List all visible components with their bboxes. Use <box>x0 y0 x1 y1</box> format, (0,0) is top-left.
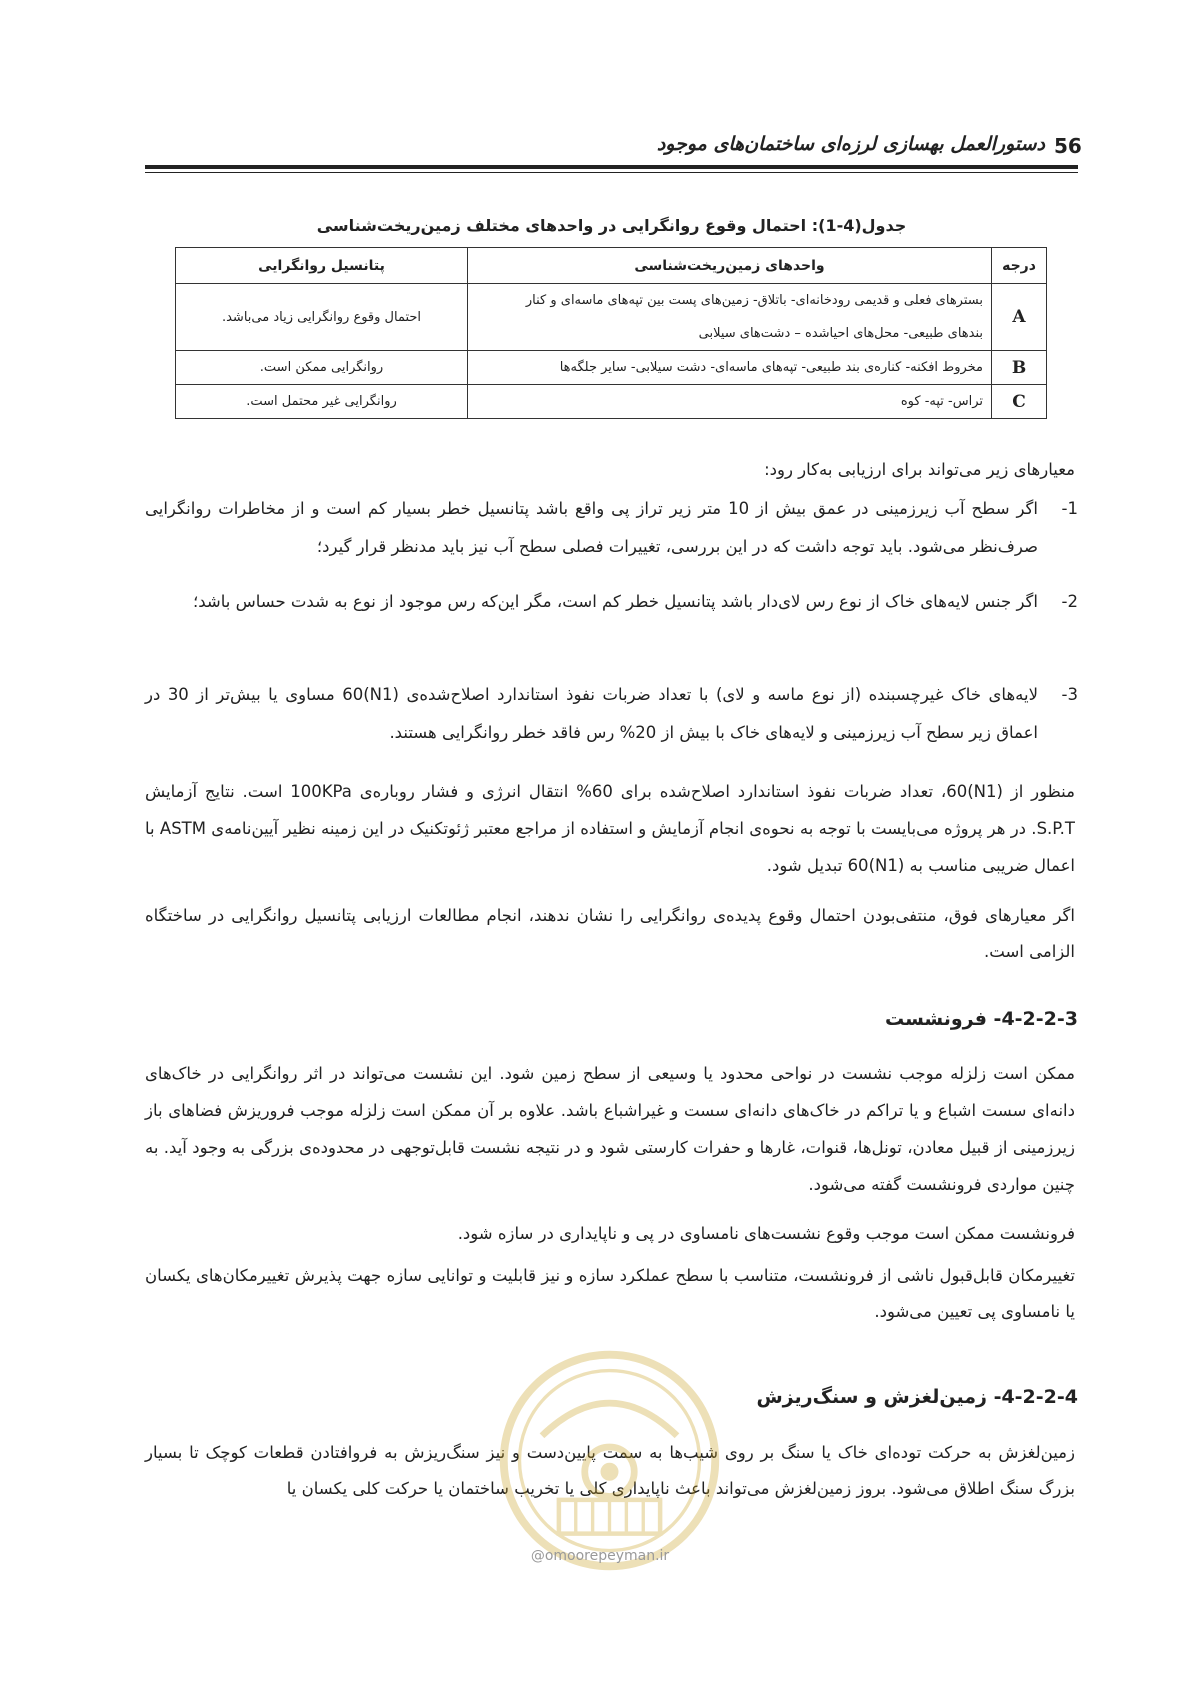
criteria-intro: معیارهای زیر می‌تواند برای ارزیابی به‌کار رود: <box>764 460 1075 479</box>
subsidence-paragraph: تغییرمکان قابل‌قبول ناشی از فرونشست، متناسب با سطح عملکرد سازه و نیز قابلیت و توانایی سازه جهت پذیرش تغییرمکان‌های یکسان یا نامساوی پی تعیین می‌شود. <box>145 1266 1075 1321</box>
table-row <box>176 351 1047 385</box>
criteria-note: منظور از (N1)60، تعداد ضربات نفوذ استاندارد اصلاح‌شده برای 60% انتقال انرژی و فشار روباره‌ی 100KPa است. نتایج آزمایش S.P.T. در هر پروژه می‌بایست با توجه به نحوه‌ی انجام آزمایش و استفاده از مراجع معتبر ژئوتکنیک در این زمینه نظیر آیین‌نامه‌ی ASTM با اعمال ضریبی مناسب به (N1)60 تبدیل شود. <box>145 782 1075 875</box>
header-rule-thin <box>145 172 1078 173</box>
criteria-item <box>145 490 1078 566</box>
criteria-conclusion: اگر معیارهای فوق، منتفی‌بودن احتمال وقوع پدیده‌ی روانگرایی را نشان ندهند، انجام مطالعات ارزیابی پتانسیل روانگرایی در ساختگاه الزامی است. <box>145 906 1075 961</box>
cell-potential: روانگرایی ممکن است. <box>176 351 468 385</box>
cell-units: تراس- تپه- کوه <box>468 385 992 419</box>
cell-grade: B <box>992 351 1047 385</box>
cell-units: مخروط افکنه- کناره‌ی بند طبیعی- تپه‌های ماسه‌ای- دشت سیلابی- سایر جلگه‌ها <box>468 351 992 385</box>
cell-units-line: بسترهای فعلی و قدیمی رودخانه‌ای- باتلاق- زمین‌های پست بین تپه‌های ماسه‌ای و کنار <box>525 293 983 308</box>
landslide-paragraph: زمین‌لغزش به حرکت توده‌ای خاک یا سنگ بر روی شیب‌ها به سمت پایین‌دست و نیز سنگ‌ریزش به فروافتادن قطعات کوچک تا بسیار بزرگ سنگ اطلاق می‌شود. بروز زمین‌لغزش می‌تواند باعث ناپایداری کلی یا تخریب ساختمان یا حرکت کلی یکسان یا <box>145 1443 1075 1498</box>
criteria-item <box>145 583 1078 621</box>
subsidence-paragraph: ممکن است زلزله موجب نشست در نواحی محدود یا وسیعی از سطح زمین شود. این نشست می‌تواند در اثر روانگرایی در خاک‌های دانه‌ای سست اشباع و یا تراکم در خاک‌های دانه‌ای سست و غیراشباع باشد. علاوه بر آن ممکن است زلزله موجب فروریزش فضاهای باز زیرزمینی از قبیل معادن، تونل‌ها، قنوات، غارها و حفرات کارستی شود و در نتیجه نشست قابل‌توجهی در محدوده‌ی بزرگی به وجود آید. به چنین مواردی فرونشست گفته می‌شود. <box>145 1064 1075 1194</box>
cell-units <box>468 284 992 351</box>
page-number: 56 <box>1054 134 1082 158</box>
watermark-seal-icon <box>497 1348 722 1573</box>
table-caption: جدول(4-1): احتمال وقوع روانگرایی در واحدهای مختلف زمین‌ریخت‌شناسی <box>316 216 907 235</box>
running-header-title: دستورالعمل بهسازی لرزه‌ای ساختمان‌های موجود <box>656 133 1045 155</box>
criteria-item-text: لایه‌های خاک غیرچسبنده (از نوع ماسه و لای) با تعداد ضربات نفوذ استاندارد اصلاح‌شده‌ی (N1)60 مساوی یا بیش‌تر از 30 در اعماق زیر سطح آب زیرزمینی و لایه‌های خاک با بیش از 20% رس فاقد خطر روانگرایی هستند. <box>145 685 1039 742</box>
criteria-item-number: 2- <box>1061 592 1078 611</box>
section-heading-landslide: 4-2-2-4- زمین‌لغزش و سنگ‌ریزش <box>756 1386 1078 1408</box>
header-grade: درجه <box>992 248 1047 284</box>
cell-grade: C <box>992 385 1047 419</box>
cell-potential: روانگرایی غیر محتمل است. <box>176 385 468 419</box>
header-potential: پتانسیل روانگرایی <box>176 248 468 284</box>
criteria-item <box>145 676 1078 752</box>
liquefaction-table <box>175 247 1047 419</box>
criteria-item-number: 1- <box>1061 499 1078 518</box>
header-rule-thick <box>145 165 1078 169</box>
table-row <box>176 284 1047 351</box>
watermark-url: @omoorepeyman.ir <box>530 1548 670 1564</box>
section-heading-subsidence: 4-2-2-3- فرونشست <box>884 1008 1078 1030</box>
table-header-row <box>176 248 1047 284</box>
criteria-item-text: اگر سطح آب زیرزمینی در عمق بیش از 10 متر زیر تراز پی واقع باشد پتانسیل خطر بسیار کم است و از مخاطرات روانگرایی صرف‌نظر می‌شود. باید توجه داشت که در این بررسی، تغییرات فصلی سطح آب نیز باید مدنظر قرار گیرد؛ <box>145 499 1038 556</box>
cell-units-line: بندهای طبیعی- محل‌های احیاشده – دشت‌های سیلابی <box>698 326 983 341</box>
header-units: واحدهای زمین‌ریخت‌شناسی <box>468 248 992 284</box>
criteria-item-number: 3- <box>1061 685 1078 704</box>
table-row <box>176 385 1047 419</box>
subsidence-paragraph: فرونشست ممکن است موجب وقوع نشست‌های نامساوی در پی و ناپایداری در سازه شود. <box>457 1224 1075 1243</box>
cell-grade: A <box>992 284 1047 351</box>
criteria-item-text: اگر جنس لایه‌های خاک از نوع رس لای‌دار باشد پتانسیل خطر کم است، مگر این‌که رس موجود از نوع به شدت حساس باشد؛ <box>192 592 1038 611</box>
cell-potential: احتمال وقوع روانگرایی زیاد می‌باشد. <box>176 284 468 351</box>
